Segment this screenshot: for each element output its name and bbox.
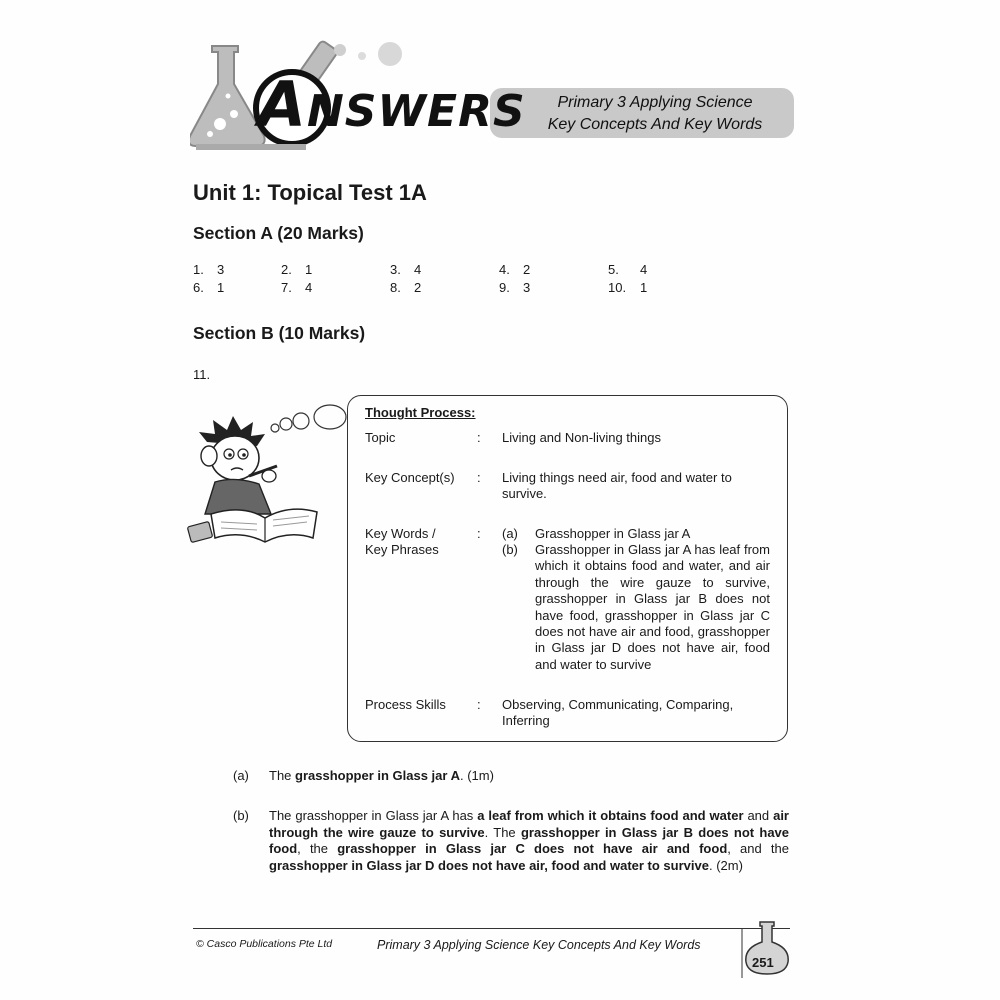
page-flask-icon bbox=[738, 918, 796, 980]
page-number: 251 bbox=[752, 955, 774, 970]
subtitle-line-1: Primary 3 Applying Science bbox=[557, 94, 753, 111]
answers-title-initial: A bbox=[258, 68, 307, 141]
topic-label: Topic bbox=[365, 430, 396, 445]
key-words-label: Key Words / Key Phrases bbox=[365, 526, 439, 558]
unit-title: Unit 1: Topical Test 1A bbox=[193, 180, 427, 205]
answers-title-rest: NSWERS bbox=[306, 86, 526, 137]
footer-rule bbox=[193, 928, 790, 929]
key-words-b-text: Grasshopper in Glass jar A has leaf from which it obtains food and water, and air through the wire gauze to survive, grasshopper in Glass jar B does not have food, grasshopper in Glass jar C does not have air and food, grasshopper in Glass jar D does not have air, food and water to survive bbox=[535, 542, 770, 672]
publisher-credit: © Casco Publications Pte Ltd bbox=[196, 938, 333, 950]
answer-item: 3. 4 bbox=[390, 262, 422, 277]
key-concept-label: Key Concept(s) bbox=[365, 470, 455, 485]
process-skills-value: Observing, Communicating, Comparing, Inferring bbox=[502, 697, 734, 729]
subtitle-line-2: Key Concepts And Key Words bbox=[547, 116, 763, 133]
key-words-a-letter: (a) bbox=[502, 526, 518, 541]
answer-item: 4. 2 bbox=[499, 262, 531, 277]
answer-a-letter: (a) bbox=[233, 768, 249, 783]
key-concept-value: Living things need air, food and water to survive. bbox=[502, 470, 732, 502]
answer-b-letter: (b) bbox=[233, 808, 249, 823]
answer-a-text: The grasshopper in Glass jar A. (1m) bbox=[269, 768, 494, 783]
question-number: 11. bbox=[193, 367, 211, 382]
key-words-a-text: Grasshopper in Glass jar A bbox=[535, 526, 691, 541]
answer-item: 9. 3 bbox=[499, 280, 531, 295]
answer-item: 1. 3 bbox=[193, 262, 225, 277]
section-a-heading: Section A (20 Marks) bbox=[193, 223, 364, 243]
section-b-heading: Section B (10 Marks) bbox=[193, 323, 366, 343]
key-concept-colon: : bbox=[477, 470, 481, 485]
process-skills-colon: : bbox=[477, 697, 481, 712]
topic-value: Living and Non-living things bbox=[502, 430, 661, 445]
answer-b-text: The grasshopper in Glass jar A has a leaf from which it obtains food and water and air through the wire gauze to survive. The grasshopper in Glass jar B does not have food, the grasshopper in Glass jar C does not have air and food, and the grasshopper in Glass jar D does not have air, food and water to survive. (2m) bbox=[269, 808, 790, 873]
topic-colon: : bbox=[477, 430, 481, 445]
book-subtitle bbox=[520, 92, 790, 136]
flask-icon bbox=[190, 46, 265, 146]
key-words-colon: : bbox=[477, 526, 481, 541]
answer-item: 8. 2 bbox=[390, 280, 422, 295]
thinking-student-illustration bbox=[185, 402, 350, 552]
key-words-b-letter: (b) bbox=[502, 542, 518, 557]
answer-item: 5. 4 bbox=[608, 262, 648, 277]
footer-book-title: Primary 3 Applying Science Key Concepts And Key Words bbox=[377, 938, 701, 952]
answers-title bbox=[258, 68, 526, 141]
thought-process-title: Thought Process: bbox=[365, 405, 476, 420]
answer-item: 2. 1 bbox=[281, 262, 313, 277]
process-skills-label: Process Skills bbox=[365, 697, 446, 712]
answer-item: 10. 1 bbox=[608, 280, 648, 295]
copyright-icon: © bbox=[196, 938, 207, 950]
answer-item: 6. 1 bbox=[193, 280, 225, 295]
answer-item: 7. 4 bbox=[281, 280, 313, 295]
